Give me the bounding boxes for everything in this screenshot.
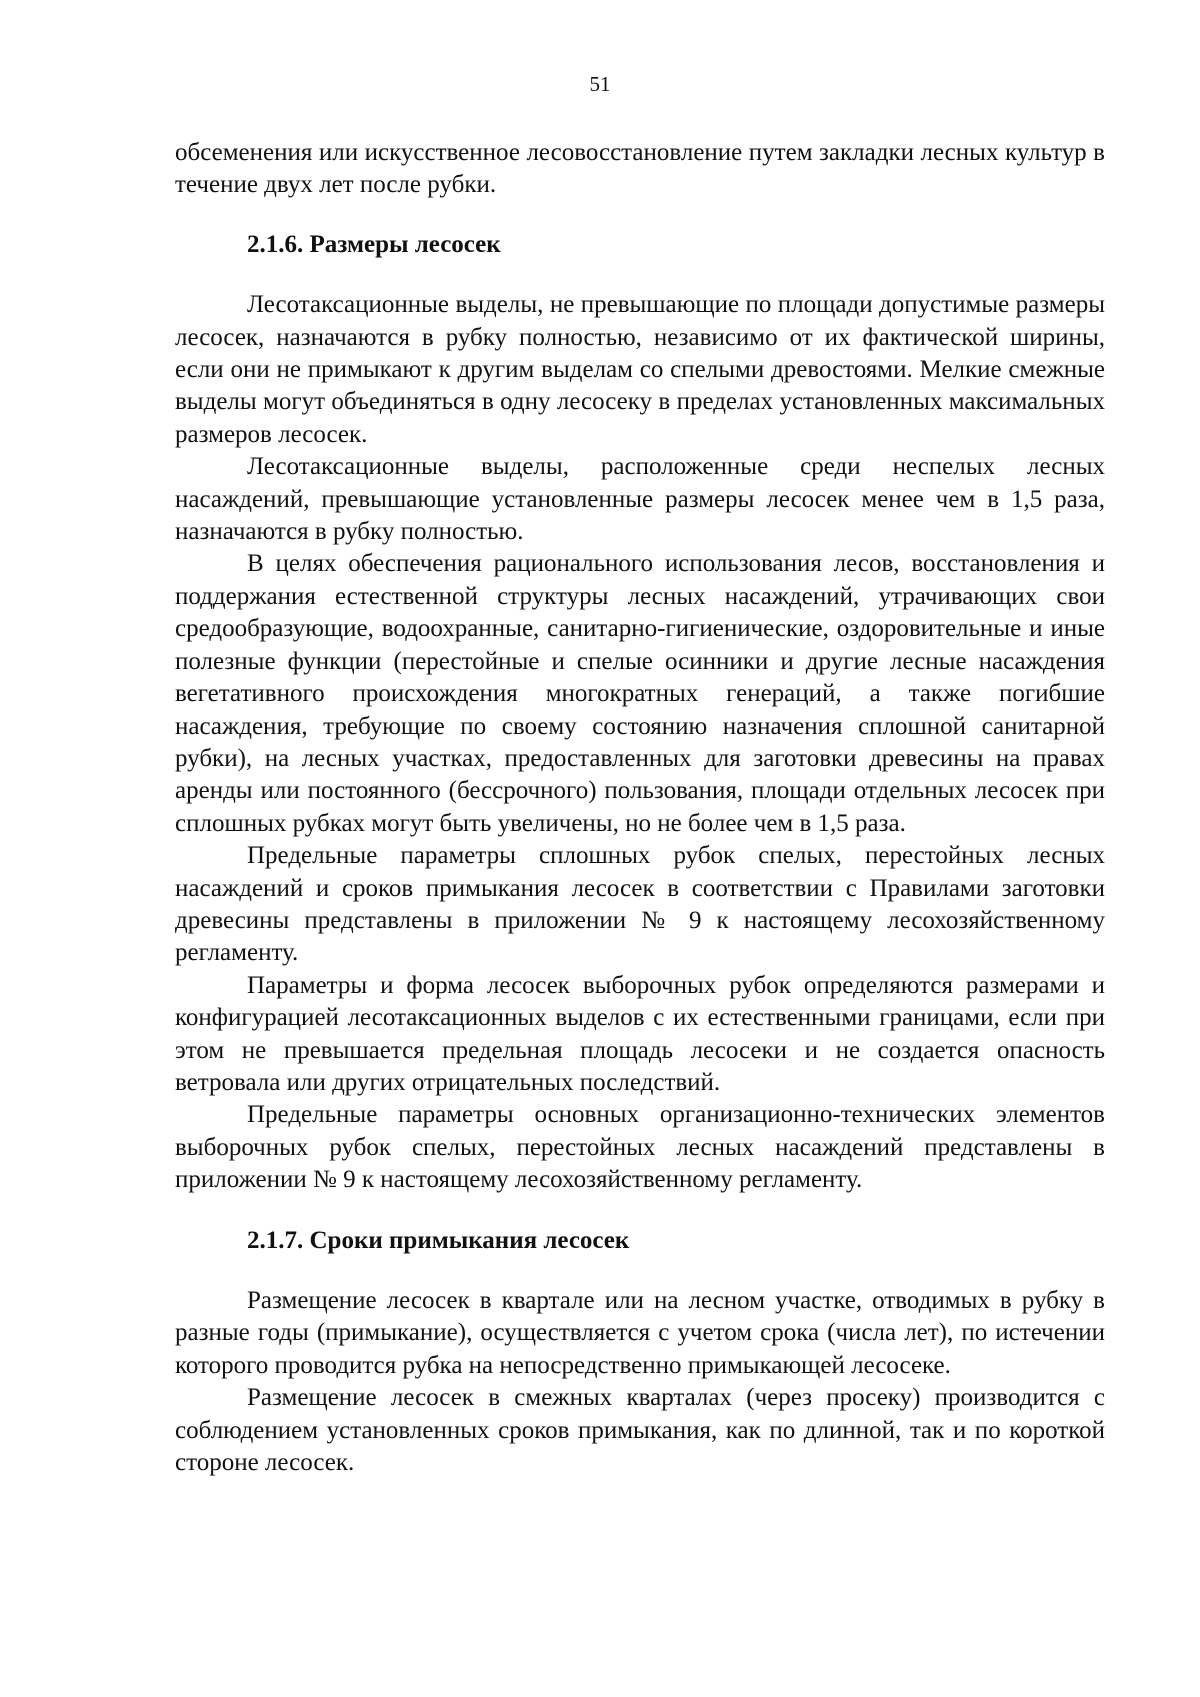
paragraph: Лесотаксационные выделы, расположенные среди неспелых лесных насаждений, превышающие установленные размеры лесосек менее чем в 1,5 раза, назначаются в рубку полностью. [175,453,1105,546]
paragraph: Размещение лесосек в квартале или на лесном участке, отводимых в рубку в разные годы (примыкание), осуществляется с учетом срока (числа лет), по истечении которого проводится рубка на непосредственно примыкающей лесосеке. [175,1287,1105,1379]
section-heading-2-1-6: 2.1.6. Размеры лесосек [247,230,501,258]
paragraph: В целях обеспечения рационального использования лесов, восстановления и поддержания естественной структуры лесных насаждений, утрачивающих свои средообразующие, водоохранные, санитарно-гигиенические, оздоровительные и иные полезные функции (перестойные и спелые осинники и другие лесные насаждения вегетативного происхождения многократных генераций, а также погибшие насаждения, требующие по своему состоянию назначения сплошной санитарной рубки), на лесных участках, предоставленных для заготовки древесины на правах аренды или постоянного (бессрочного) пользования, площади отдельных лесосек при сплошных рубках могут быть увеличены, но не более чем в 1,5 раза. [175,550,1105,837]
paragraph: Размещение лесосек в смежных кварталах (через просеку) производится с соблюдением установленных сроков примыкания, как по длинной, так и по короткой стороне лесосек. [175,1384,1105,1477]
paragraph: Параметры и форма лесосек выборочных рубок определяются размерами и конфигурацией лесотаксационных выделов с их естественными границами, если при этом не превышается предельная площадь лесосеки и не создается опасность ветровала или других отрицательных последствий. [175,971,1105,1096]
page-number: 51 [589,72,611,96]
paragraph: Предельные параметры основных организационно-технических элементов выборочных рубок спелых, перестойных лесных насаждений представлены в приложении № 9 к настоящему лесохозяйственному регламенту. [175,1101,1105,1194]
paragraph: Лесотаксационные выделы, не превышающие по площади допустимые размеры лесосек, назначаются в рубку полностью, независимо от их фактической ширины, если они не примыкают к другим выделам со спелыми древостоями. Мелкие смежные выделы могут объединяться в одну лесосеку в пределах установленных максимальных размеров лесосек. [175,291,1105,448]
section-heading-2-1-7: 2.1.7. Сроки примыкания лесосек [247,1226,630,1254]
paragraph: Предельные параметры сплошных рубок спелых, перестойных лесных насаждений и сроков примыкания лесосек в соответствии с Правилами заготовки древесины представлены в приложении № 9 к настоящему лесохозяйственному регламенту. [175,842,1105,967]
document-body [175,137,1105,1479]
continued-paragraph: обсеменения или искусственное лесовосстановление путем закладки лесных культур в течение двух лет после рубки. [175,139,1105,199]
